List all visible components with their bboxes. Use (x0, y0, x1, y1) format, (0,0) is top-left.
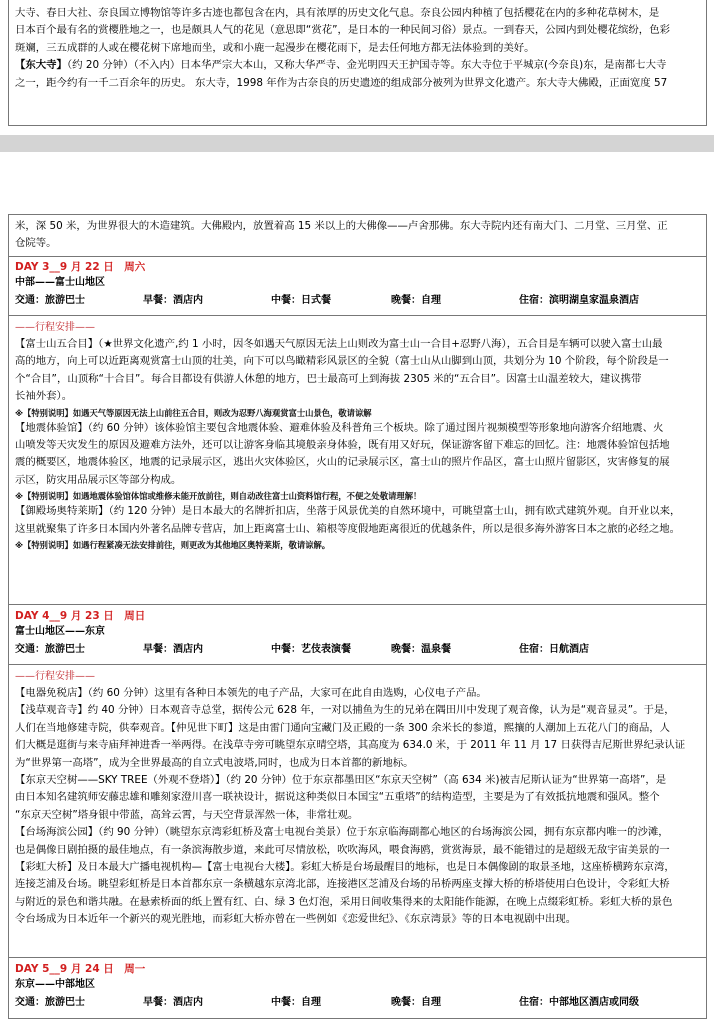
itinerary-item (9, 685, 706, 702)
breakfast-value: 酒店内 (173, 997, 203, 1008)
lunch-value: 日式餐 (301, 295, 331, 306)
transport-value: 旅游巴士 (45, 997, 85, 1008)
text-line: “东京天空树”塔身银中带蓝，高耸云霄，与天空背景浑然一体，非常壮观。 (15, 808, 359, 821)
page-gap (0, 135, 714, 152)
text-line: 与附近的景色和谐共融。在悬索桥面的纸上置有红、白、绿 3 色灯泡，采用日间收集得来的太阳能作能源，在晚上点缀彩虹桥。彩虹大桥的景色 (15, 895, 673, 908)
text-line: 人们在当地修建寺院，供奉观音。【仲见世下町】这是由雷门通向宝藏门及正殿的一条 300 余米长的参道，熙攘的人潮加上五花八门的商品，人 (15, 721, 671, 734)
label: 交通： (15, 644, 45, 655)
text-line: 之一，距今约有一千二百余年的历史。 东大寺，1998 年作为古奈良的历史遗迹的组成部分被列为世界文化遗产。东大寺大佛殿，正面宽度 57 (15, 76, 668, 89)
text-line: （约 20 分钟）（不入内）日本华严宗大本山，又称大华严寺、金光明四天王护国寺等。东大寺位于平城京(今奈良)东，是南都七大寺 (66, 59, 667, 72)
label: 晚餐： (391, 997, 421, 1008)
text-line: 【御殿场奥特莱斯】（约 120 分钟）是日本最大的名牌折扣店，坐落于风景优美的自然环境中，可眺望富士山，拥有欧式建筑外观。自开业以来， (15, 505, 681, 518)
nara-park-description (9, 0, 706, 92)
day-route: 富士山地区——东京 (15, 626, 105, 637)
label: 中餐： (271, 997, 301, 1008)
text-line: 个“合目”，山顶称“十合目”。每合目都设有供游人休憩的地方，巴士最高可上到海拔 2305 米的“五合目”。因富士山温差较大，建议携带 (15, 372, 642, 385)
special-note: ※【特别说明】如遇地震体验馆体馆或维修未能开放前往，则自动改往富士山资料馆行程，不便之处敬请理解！ (15, 491, 422, 502)
day-meta (9, 994, 706, 1012)
day-title: DAY 3__9 月 22 日 周六 (15, 261, 146, 273)
todaiji-continuation (8, 214, 707, 257)
section-label: ——行程安排—— (15, 322, 95, 333)
dinner-value: 温泉餐 (421, 644, 451, 655)
day-meta (9, 641, 706, 659)
breakfast-value: 酒店内 (173, 644, 203, 655)
text-line: 也是偶像日剧拍摄的最佳地点，有一条滨海散步道，来此可尽情放松，吹吹海风，喂食海鸥，赏赏海景，最不能错过的是超级无敌宇宙美景的一 (15, 843, 670, 856)
text-line: 【东京天空树——SKY TREE（外观不登塔）】（约 20 分钟）位于东京都墨田区“东京天空树”（高 634 米)被吉尼斯认证为“世界第一高塔”，是 (15, 774, 667, 787)
text-line: 米，深 50 米，为世界很大的木造建筑。大佛殿内，放置着高 15 米以上的大佛像——卢舍那佛。东大寺院内还有南大门、二月堂、三月堂、正 (15, 220, 668, 232)
itinerary-item (9, 420, 706, 490)
label: 住宿： (519, 997, 549, 1008)
text-line: 【富士山五合目】（★世界文化遗产,约 1 小时，因冬如遇天气原因无法上山则改为富士山一合目+忍野八海），五合目是车辆可以驶入富士山最 (15, 338, 663, 350)
text-line: 连接芝浦及台场。眺望彩虹桥是日本首都东京一条横越东京湾北部，连接港区芝浦及台场的吊桥两座支撑大桥的桥塔使用白色设计，令彩虹大桥 (15, 878, 670, 891)
label: 中餐： (271, 644, 301, 655)
day-header (8, 958, 707, 1019)
lunch-value: 自理 (301, 997, 321, 1008)
label: 交通： (15, 295, 45, 306)
itinerary-item (9, 702, 706, 772)
special-note: ※【特别说明】如遇行程紧凑无法安排前往，则更改为其他地区奥特莱斯，敬请谅解。 (15, 540, 331, 551)
label: 晚餐： (391, 295, 421, 306)
text-line: 大寺、春日大社、奈良国立博物馆等许多古迹也都包含在内，具有浓厚的历史文化气息。奈良公园内种植了包括樱花在内的多种花草树木，是 (15, 7, 660, 19)
todaiji-title: 【东大寺】 (15, 59, 67, 72)
text-line: 【台场海滨公园】（约 90 分钟）（眺望东京湾彩虹桥及富士电视台美景）位于东京临海副都心地区的台场海滨公园，拥有东京都内唯一的沙滩， (15, 826, 669, 839)
day-route: 东京——中部地区 (15, 979, 95, 990)
attraction-block (8, 0, 707, 126)
text-line: 【电器免税店】（约 60 分钟）这里有各种日本领先的电子产品，大家可在此自由选购，心仪电子产品。 (15, 687, 487, 699)
lunch-value: 艺伎表演餐 (301, 644, 351, 655)
day-header (8, 605, 707, 665)
day-meta (9, 292, 706, 310)
special-note: ※【特别说明】如遇天气等原因无法上山前往五合目，则改为忍野八海观赏富士山景色，敬请谅解 (15, 407, 372, 418)
text-line: 由日本知名建筑师安藤忠雄和雕刻家澄川喜一联袂设计，据说这种类似日本国宝“五重塔”的结构造型，主要是为了有效抵抗地震和强风。整个 (15, 791, 660, 804)
day-title: DAY 4__9 月 23 日 周日 (15, 610, 146, 622)
text-line: 令台场成为日本近年一个新兴的观光胜地，而彩虹大桥亦曾在一些例如《恋爱世纪》、《东京湾景》等的日本电视剧中出现。 (15, 913, 577, 926)
text-line: 仓院等。 (15, 237, 57, 250)
text-line: 高的地方，向上可以近距离观赏富士山顶的壮美，向下可以鸟瞰精彩风景区的全貌（富士山从山脚到山顶，共划分为 10 个阶段，每个阶段是一 (15, 355, 669, 368)
text-line: 示区，防灾用品展示区等部分构成。 (15, 473, 182, 486)
label: 住宿： (519, 295, 549, 306)
label: 住宿： (519, 644, 549, 655)
label: 早餐： (143, 997, 173, 1008)
hotel-value: 滨明湖皇家温泉酒店 (549, 295, 639, 306)
text-line: 震的概要区，地震体验区，地震的记录展示区，逃出火灾体验区，火山的记录展示区，富士山的照片作品区，富士山照片留影区，灾害修复的展 (15, 456, 670, 469)
hotel-value: 中部地区酒店或同级 (549, 997, 639, 1008)
text-line: 斑斓，三五成群的人或在樱花树下席地而坐，或和小鹿一起漫步在樱花雨下，是去任何地方都无法体验到的美好。 (15, 41, 535, 54)
text-line: 【彩虹大桥】及日本最大广播电视机构—【富士电视台大楼】。彩虹大桥是台场最醒目的地标，也是日本偶像剧的取景圣地，这座桥横跨东京湾， (15, 861, 675, 874)
itinerary-item (9, 824, 706, 928)
dinner-value: 自理 (421, 295, 441, 306)
breakfast-value: 酒店内 (173, 295, 203, 306)
text-line: 为“世界第一高塔”，成为全世界最高的自立式电波塔,同时，也成为日本首都的新地标。 (15, 756, 414, 769)
text-line: 们大概是逛街与来寺庙拜神进香一举两得。在浅草寺旁可眺望东京晴空塔，其高度为 634.0 米，于 2011 年 11 月 17 日获得吉尼斯世界纪录认证 (15, 739, 686, 752)
hotel-value: 日航酒店 (549, 644, 589, 655)
text-line: 【浅草观音寺】约 40 分钟）日本观音寺总堂，据传公元 628 年，一对以捕鱼为生的兄弟在隅田川中发现了观音像，认为是“观音显灵”。于是， (15, 704, 675, 717)
dinner-value: 自理 (421, 997, 441, 1008)
text-line: 山喷发等天灾发生的原因及避难方法外，还可以让游客身临其境般亲身体验，既有用又好玩，保证游客留下难忘的回忆。注：地震体验馆包括地 (15, 439, 670, 452)
label: 交通： (15, 997, 45, 1008)
transport-value: 旅游巴士 (45, 295, 85, 306)
section-label: ——行程安排—— (15, 671, 95, 682)
itinerary-item (9, 503, 706, 538)
todaiji-line (15, 57, 700, 74)
label: 早餐： (143, 644, 173, 655)
page-2 (0, 152, 714, 1033)
page-1 (0, 0, 714, 135)
label: 中餐： (271, 295, 301, 306)
itinerary-item (9, 772, 706, 824)
transport-value: 旅游巴士 (45, 644, 85, 655)
day-header (8, 256, 707, 316)
day-route: 中部——富士山地区 (15, 277, 105, 288)
text-line: 日本百个最有名的赏樱胜地之一，也是颇具人气的花见（意思即“赏花”，是日本的一种民间习俗）景点。一到春天，公园内到处樱花缤纷，色彩 (15, 24, 670, 37)
label: 晚餐： (391, 644, 421, 655)
day-itinerary (8, 316, 707, 605)
text-line: 【地震体验馆】（约 60 分钟）该体验馆主要包含地震体验、避难体验及科普角三个板块。除了通过图片视频模型等形象地向游客介绍地震、火 (15, 421, 664, 434)
day-title: DAY 5__9 月 24 日 周一 (15, 963, 146, 975)
text-line: 长袖外套）。 (15, 390, 73, 403)
itinerary-item (9, 336, 706, 406)
day-itinerary (8, 665, 707, 958)
label: 早餐： (143, 295, 173, 306)
text-line: 这里就聚集了许多日本国内外著名品牌专营店，加上距离富士山、箱根等度假地距离很近的优越条件，所以是很多海外游客日本之旅的必经之地。 (15, 522, 680, 535)
